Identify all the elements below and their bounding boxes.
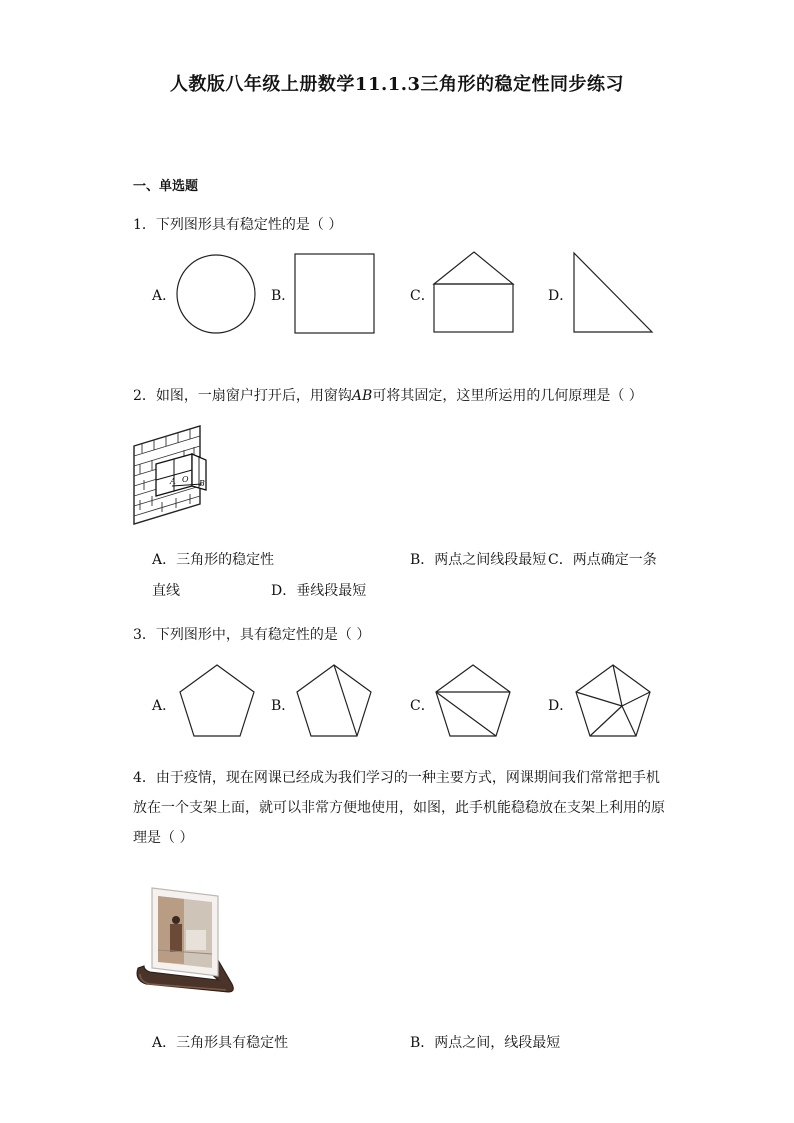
question-4-line-1: 4．由于疫情，现在网课已经成为我们学习的一种主要方式，网课期间我们常常把手机 <box>133 770 660 786</box>
window-label-b: B <box>199 479 205 488</box>
q3-option-d-label: D． <box>548 698 574 714</box>
q2-option-c: C．两点确定一条 <box>548 552 657 568</box>
question-2-stem <box>133 385 643 405</box>
pentagon-one-diagonal-figure <box>293 662 375 740</box>
window-hook-figure <box>132 424 210 526</box>
q1-option-d-label: D． <box>548 288 574 304</box>
q2-stem-variable: AB <box>351 388 373 404</box>
question-1-stem: 1．下列图形具有稳定性的是（ ） <box>133 217 343 233</box>
square-figure <box>294 253 376 335</box>
q2-stem-start: 2．如图，一扇窗户打开后，用窗钩 <box>133 388 352 404</box>
pentagon-two-diagonals-figure <box>432 662 514 740</box>
q2-option-a: A．三角形的稳定性 <box>152 552 275 568</box>
q1-option-a-label: A． <box>152 288 177 304</box>
circle-figure <box>175 253 257 335</box>
q1-option-c-label: C． <box>410 288 435 304</box>
section-heading: 一、单选题 <box>133 179 199 194</box>
q4-option-a: A．三角形具有稳定性 <box>152 1035 289 1051</box>
q3-option-a-label: A． <box>152 698 177 714</box>
pentagon-figure <box>176 662 258 740</box>
phone-stand-photo <box>132 880 242 995</box>
question-4-line-3: 理是（ ） <box>133 830 194 846</box>
right-triangle-figure <box>572 251 656 335</box>
question-3-stem: 3．下列图形中，具有稳定性的是（ ） <box>133 627 371 643</box>
q2-option-d: D．垂线段最短 <box>271 583 367 599</box>
q1-option-b-label: B． <box>271 288 296 304</box>
q3-option-b-label: B． <box>271 698 296 714</box>
house-figure <box>433 250 517 336</box>
window-label-o: O <box>182 475 189 484</box>
window-label-a: A <box>170 477 176 486</box>
q3-option-c-label: C． <box>410 698 435 714</box>
page-title: 人教版八年级上册数学11.1.3三角形的稳定性同步练习 <box>169 74 625 95</box>
q2-stem-end: 可将其固定，这里所运用的几何原理是（ ） <box>372 388 643 404</box>
q2-option-b: B．两点之间线段最短 <box>410 552 547 568</box>
pentagon-interior-point-figure <box>572 662 654 740</box>
question-4-line-2: 放在一个支架上面，就可以非常方便地使用，如图，此手机能稳稳放在支架上利用的原 <box>133 800 665 816</box>
q4-option-b: B．两点之间，线段最短 <box>410 1035 561 1051</box>
q2-option-c-continued: 直线 <box>152 583 180 599</box>
